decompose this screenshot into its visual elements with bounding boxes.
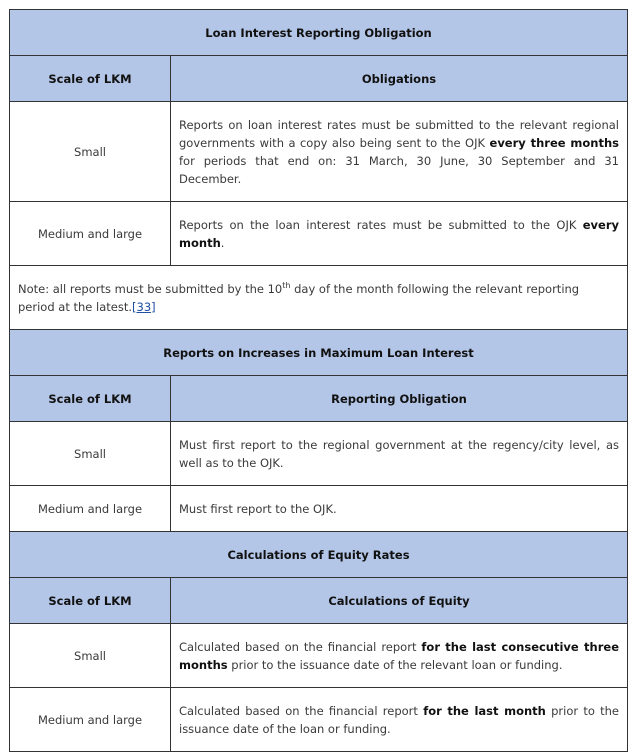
obligation-cell: Must first report to the regional government at the regency/city level, as well as to the OJK.: [171, 422, 628, 486]
reporting-obligations-table: [9, 9, 628, 752]
column-header-row: [10, 56, 628, 102]
scale-cell: Medium and large: [10, 202, 171, 266]
table-row: [10, 624, 628, 688]
scale-cell: Medium and large: [10, 486, 171, 532]
equity-cell: Calculated based on the financial report for the last consecutive three months prior to the issuance date of the relevant loan or funding.: [171, 624, 628, 688]
reporting-obligation-header: Reporting Obligation: [171, 376, 628, 422]
obligations-header: Obligations: [171, 56, 628, 102]
scale-cell: Small: [10, 422, 171, 486]
table-row: [10, 422, 628, 486]
scale-header: Scale of LKM: [10, 56, 171, 102]
table-row: [10, 688, 628, 752]
column-header-row: [10, 578, 628, 624]
scale-cell: Small: [10, 102, 171, 202]
obligation-cell: Reports on the loan interest rates must be submitted to the OJK every month.: [171, 202, 628, 266]
equity-cell: Calculated based on the financial report for the last month prior to the issuance date of the loan or funding.: [171, 688, 628, 752]
section-title-row: [10, 10, 628, 56]
scale-header: Scale of LKM: [10, 578, 171, 624]
scale-cell: Medium and large: [10, 688, 171, 752]
scale-header: Scale of LKM: [10, 376, 171, 422]
table-row: [10, 102, 628, 202]
note-row: [10, 266, 628, 330]
section-title: Calculations of Equity Rates: [10, 532, 628, 578]
note-cell: Note: all reports must be submitted by the 10th day of the month following the relevant reporting period at the latest.[33]: [10, 266, 628, 330]
obligation-cell: Must first report to the OJK.: [171, 486, 628, 532]
equity-header: Calculations of Equity: [171, 578, 628, 624]
column-header-row: [10, 376, 628, 422]
section-title-row: [10, 330, 628, 376]
obligation-cell: Reports on loan interest rates must be submitted to the relevant regional governments with a copy also being sent to the OJK every three months for periods that end on: 31 March, 30 June, 30 September and 31 December.: [171, 102, 628, 202]
footnote-link[interactable]: [33]: [132, 299, 156, 314]
section-title: Loan Interest Reporting Obligation: [10, 10, 628, 56]
table-row: [10, 202, 628, 266]
scale-cell: Small: [10, 624, 171, 688]
section-title: Reports on Increases in Maximum Loan Interest: [10, 330, 628, 376]
table-row: [10, 486, 628, 532]
section-title-row: [10, 532, 628, 578]
